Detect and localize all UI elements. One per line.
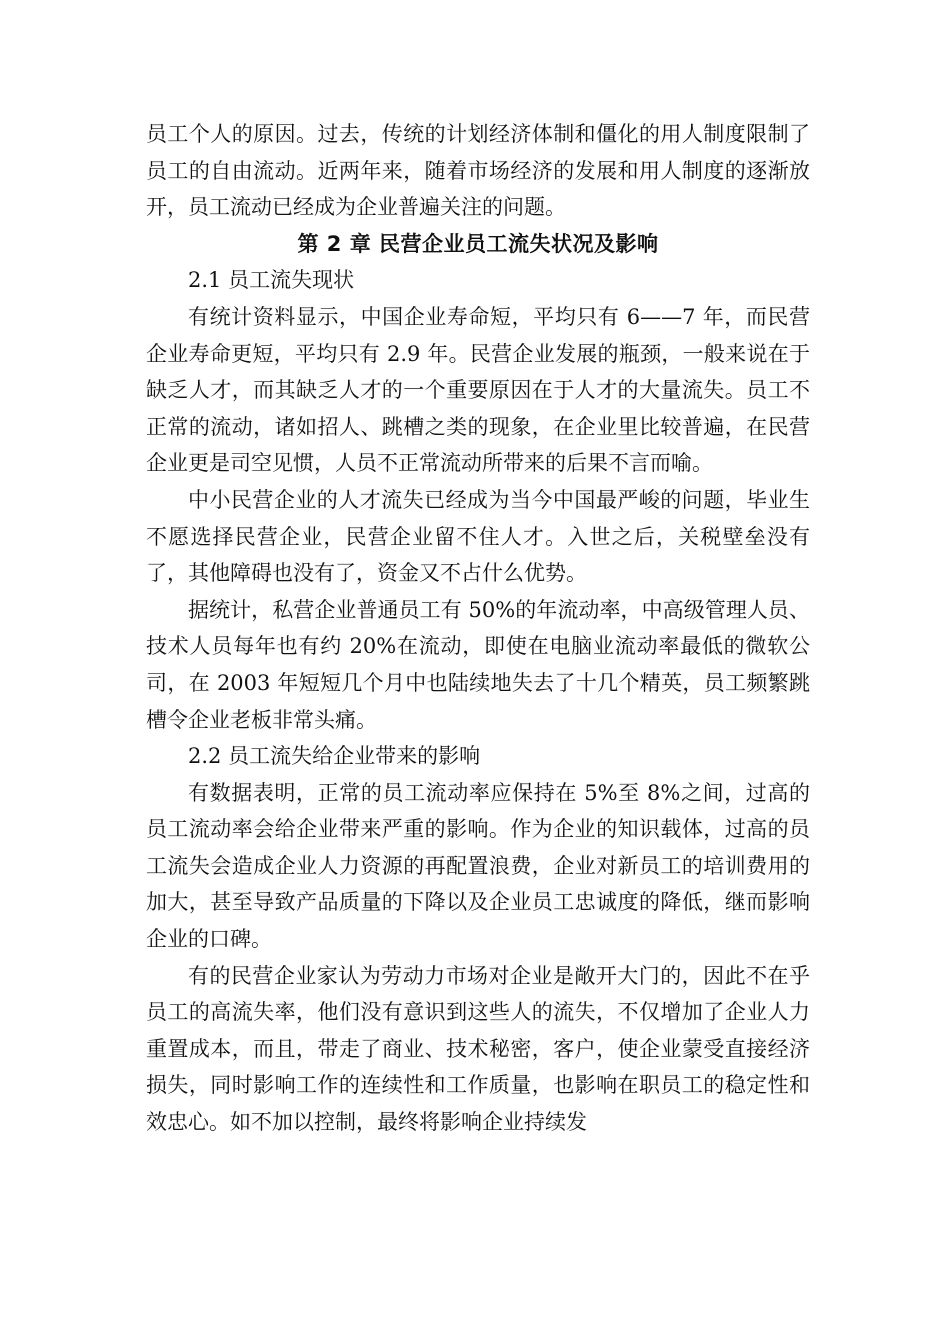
- paragraph-2-1-3: 据统计，私营企业普通员工有 50%的年流动率，中高级管理人员、技术人员每年也有约 20%在流动，即使在电脑业流动率最低的微软公司，在 2003 年短短几个月中也陆续地失去了十几个精英，员工频繁跳槽令企业老板非常头痛。: [146, 597, 810, 732]
- document-page: [146, 116, 810, 1141]
- section-heading-2-1: 2.1 员工流失现状: [188, 268, 355, 293]
- paragraph-2-1-2: 中小民营企业的人才流失已经成为当今中国最严峻的问题，毕业生不愿选择民营企业，民营企业留不住人才。入世之后，关税壁垒没有了，其他障碍也没有了，资金又不占什么优势。: [146, 487, 810, 586]
- paragraph-2-1-1: 有统计资料显示，中国企业寿命短，平均只有 6——7 年，而民营企业寿命更短，平均只有 2.9 年。民营企业发展的瓶颈，一般来说在于缺乏人才，而其缺乏人才的一个重要原因在于人才的大量流失。员工不正常的流动，诸如招人、跳槽之类的现象，在企业里比较普遍，在民营企业更是司空见惯，人员不正常流动所带来的后果不言而喻。: [146, 304, 810, 476]
- intro-paragraph: 员工个人的原因。过去，传统的计划经济体制和僵化的用人制度限制了员工的自由流动。近两年来，随着市场经济的发展和用人制度的逐渐放开，员工流动已经成为企业普遍关注的问题。: [146, 122, 810, 220]
- paragraph-2-2-2: 有的民营企业家认为劳动力市场对企业是敞开大门的，因此不在乎员工的高流失率，他们没有意识到这些人的流失，不仅增加了企业人力重置成本，而且，带走了商业、技术秘密，客户，使企业蒙受直接经济损失，同时影响工作的连续性和工作质量，也影响在职员工的稳定性和效忠心。如不加以控制，最终将影响企业持续发: [146, 963, 810, 1135]
- chapter-heading: 第 2 章 民营企业员工流失状况及影响: [297, 231, 659, 256]
- paragraph-2-2-1: 有数据表明，正常的员工流动率应保持在 5%至 8%之间，过高的员工流动率会给企业带来严重的影响。作为企业的知识载体，过高的员工流失会造成企业人力资源的再配置浪费，企业对新员工的培训费用的加大，甚至导致产品质量的下降以及企业员工忠诚度的降低，继而影响企业的口碑。: [146, 780, 810, 952]
- section-heading-2-2: 2.2 员工流失给企业带来的影响: [188, 744, 481, 769]
